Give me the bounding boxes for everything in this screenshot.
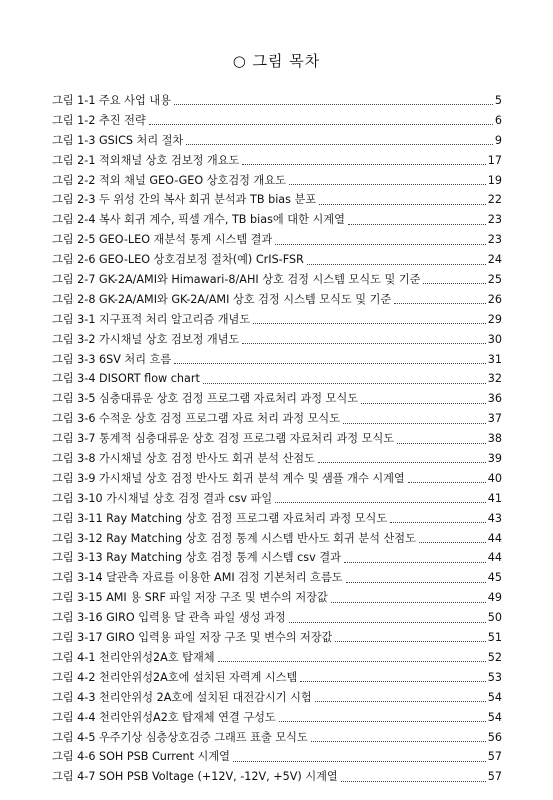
toc-dot-leader — [289, 622, 486, 623]
toc-entry[interactable] — [52, 132, 502, 152]
toc-dot-leader — [174, 363, 486, 364]
toc-dot-leader — [419, 542, 486, 543]
toc-entry-page-number: 26 — [487, 292, 502, 306]
toc-entry-page-number: 57 — [487, 770, 502, 784]
toc-entry-label: 그림 2-6 GEO-LEO 상호검보정 절차(예) CrIS-FSR — [52, 253, 304, 267]
toc-dot-leader — [307, 264, 486, 265]
toc-entry[interactable] — [52, 709, 502, 729]
toc-entry-page-number: 24 — [487, 253, 502, 267]
toc-entry[interactable] — [52, 152, 502, 172]
toc-entry-label: 그림 4-5 우주기상 심층상호검증 그래프 표출 모식도 — [52, 730, 308, 744]
toc-dot-leader — [408, 482, 486, 483]
toc-entry-label: 그림 2-4 복사 회귀 계수, 픽셀 개수, TB bias에 대한 시계열 — [52, 213, 345, 227]
toc-entry-label: 그림 3-10 가시채널 상호 검정 결과 csv 파일 — [52, 491, 273, 505]
toc-entry-label: 그림 3-1 지구표적 처리 알고리즘 개념도 — [52, 312, 251, 326]
toc-entry-page-number: 43 — [487, 511, 502, 525]
toc-dot-leader — [203, 383, 486, 384]
toc-entry-page-number: 22 — [487, 193, 502, 207]
toc-entry-label: 그림 3-16 GIRO 입력용 달 관측 파일 생성 과정 — [52, 611, 286, 625]
toc-dot-leader — [394, 303, 486, 304]
toc-dot-leader — [397, 443, 486, 444]
page-title: ○ 그림 목차 — [232, 52, 321, 70]
toc-entry[interactable] — [52, 112, 502, 132]
toc-entry-label: 그림 1-3 GSICS 처리 절차 — [52, 133, 184, 147]
toc-entry-page-number: 39 — [487, 452, 502, 466]
toc-entry-page-number: 6 — [494, 113, 502, 127]
toc-dot-leader — [275, 244, 485, 245]
toc-entry-page-number: 19 — [487, 173, 502, 187]
toc-entry-page-number: 40 — [487, 471, 502, 485]
toc-entry-label: 그림 1-1 주요 사업 내용 — [52, 94, 171, 107]
toc-dot-leader — [275, 502, 486, 503]
toc-entry-label: 그림 3-15 AMI 용 SRF 파일 저장 구조 및 변수의 저장값 — [52, 591, 328, 605]
toc-entry-page-number: 37 — [487, 412, 502, 426]
toc-dot-leader — [149, 124, 493, 125]
toc-dot-leader — [242, 164, 485, 165]
toc-dot-leader — [423, 283, 485, 284]
toc-entry-label: 그림 2-2 적외 채널 GEO-GEO 상호검정 개요도 — [52, 173, 286, 187]
toc-entry[interactable] — [52, 569, 502, 589]
toc-entry[interactable] — [52, 530, 502, 550]
toc-entry-label: 그림 3-13 Ray Matching 상호 검정 통계 시스템 csv 결과 — [52, 551, 341, 565]
toc-dot-leader — [344, 562, 486, 563]
toc-entry-page-number: 44 — [487, 551, 502, 565]
toc-entry-label: 그림 3-11 Ray Matching 상호 검정 프로그램 자료처리 과정 모식도 — [52, 511, 388, 525]
toc-dot-leader — [343, 423, 486, 424]
toc-entry[interactable] — [52, 768, 502, 788]
toc-entry[interactable] — [52, 271, 502, 291]
toc-entry-label: 그림 2-5 GEO-LEO 재분석 통계 시스템 결과 — [52, 233, 273, 247]
toc-entry[interactable] — [52, 748, 502, 768]
toc-entry-page-number: 49 — [487, 591, 502, 605]
toc-entry-page-number: 51 — [487, 631, 502, 645]
toc-entry-label: 그림 3-7 통계적 심층대류운 상호 검정 프로그램 자료처리 과정 모식도 — [52, 432, 395, 446]
toc-entry[interactable] — [52, 649, 502, 669]
toc-dot-leader — [242, 343, 485, 344]
toc-entry-label: 그림 2-8 GK-2A/AMI와 GK-2A/AMI 상호 검정 시스템 모식도 및 기준 — [52, 292, 392, 306]
toc-entry-page-number: 5 — [494, 94, 502, 107]
toc-dot-leader — [186, 144, 493, 145]
toc-dot-leader — [335, 641, 485, 642]
toc-dot-leader — [300, 681, 485, 682]
toc-entry[interactable] — [52, 390, 502, 410]
toc-entry[interactable] — [52, 370, 502, 390]
toc-entry-label: 그림 4-1 천리안위성2A호 탑재체 — [52, 650, 215, 664]
toc-entry[interactable] — [52, 172, 502, 192]
toc-entry-label: 그림 3-4 DISORT flow chart — [52, 372, 200, 386]
toc-dot-leader — [279, 721, 486, 722]
toc-dot-leader — [311, 741, 486, 742]
toc-entry-page-number: 41 — [487, 491, 502, 505]
toc-dot-leader — [289, 184, 486, 185]
toc-entry-page-number: 23 — [487, 213, 502, 227]
toc-entry[interactable] — [52, 311, 502, 331]
toc-entry-label: 그림 2-7 GK-2A/AMI와 Himawari-8/AHI 상호 검정 시스템 모식도 및 기준 — [52, 273, 421, 287]
toc-entry-label: 그림 4-6 SOH PSB Current 시계열 — [52, 750, 230, 764]
toc-entry[interactable] — [52, 211, 502, 231]
toc-entry-page-number: 30 — [487, 332, 502, 346]
toc-dot-leader — [318, 462, 486, 463]
toc-dot-leader — [174, 104, 493, 105]
toc-entry[interactable] — [52, 629, 502, 649]
toc-dot-leader — [346, 582, 486, 583]
toc-dot-leader — [361, 403, 486, 404]
toc-entry[interactable] — [52, 609, 502, 629]
toc-dot-leader — [348, 224, 486, 225]
toc-entry-label: 그림 3-12 Ray Matching 상호 검정 통계 시스템 반사도 회귀 분석 산점도 — [52, 531, 416, 545]
toc-dot-leader — [319, 204, 486, 205]
toc-entry[interactable] — [52, 589, 502, 609]
toc-entry-label: 그림 2-1 적외채널 상호 검보정 개요도 — [52, 153, 240, 167]
toc-entry[interactable] — [52, 410, 502, 430]
toc-entry-page-number: 31 — [487, 352, 502, 366]
toc-entry-page-number: 9 — [494, 133, 502, 147]
toc-entry-label: 그림 3-5 심층대류운 상호 검정 프로그램 자료처리 과정 모식도 — [52, 392, 359, 406]
toc-entry[interactable] — [52, 351, 502, 371]
toc-entry-page-number: 32 — [487, 372, 502, 386]
toc-entry[interactable] — [52, 291, 502, 311]
toc-entry-label: 그림 4-4 천리안위성A2호 탑재체 연결 구성도 — [52, 710, 276, 724]
toc-dot-leader — [253, 323, 486, 324]
toc-entry-label: 그림 3-17 GIRO 입력용 파일 저장 구조 및 변수의 저장값 — [52, 631, 333, 645]
toc-dot-leader — [390, 522, 486, 523]
toc-entry-page-number: 45 — [487, 571, 502, 585]
toc-entry[interactable] — [52, 510, 502, 530]
toc-entry[interactable] — [52, 549, 502, 569]
toc-entry[interactable] — [52, 729, 502, 749]
toc-entry[interactable] — [52, 450, 502, 470]
toc-entry[interactable] — [52, 669, 502, 689]
toc-dot-leader — [341, 781, 486, 782]
toc-entry-label: 그림 3-3 6SV 처리 흐름 — [52, 352, 172, 366]
toc-entry-label: 그림 3-14 달관측 자료를 이용한 AMI 검정 기본처리 흐름도 — [52, 571, 343, 585]
toc-dot-leader — [218, 661, 486, 662]
toc-entry[interactable] — [52, 251, 502, 271]
toc-entry-label: 그림 3-2 가시채널 상호 검보정 개념도 — [52, 332, 240, 346]
toc-entry[interactable] — [52, 191, 502, 211]
toc-entry-label: 그림 3-6 수적운 상호 검정 프로그램 자료 처리 과정 모식도 — [52, 412, 341, 426]
toc-entry[interactable] — [52, 490, 502, 510]
toc-entry-page-number: 36 — [487, 392, 502, 406]
toc-entry-page-number: 52 — [487, 650, 502, 664]
toc-entry-page-number: 17 — [487, 153, 502, 167]
toc-entry-label: 그림 3-9 가시채널 상호 검정 반사도 회귀 분석 계수 및 샘플 개수 시계열 — [52, 471, 405, 485]
toc-entry-label: 그림 2-3 두 위성 간의 복사 회귀 분석과 TB bias 분포 — [52, 193, 317, 207]
toc-entry-page-number: 23 — [487, 233, 502, 247]
toc-dot-leader — [315, 701, 486, 702]
toc-entry[interactable] — [52, 92, 502, 112]
toc-entry-page-number: 54 — [487, 690, 502, 704]
toc-entry[interactable] — [52, 231, 502, 251]
toc-entry-page-number: 56 — [487, 730, 502, 744]
toc-entry-label: 그림 4-2 천리안위성2A호에 설치된 자력계 시스템 — [52, 670, 298, 684]
toc-entry[interactable] — [52, 470, 502, 490]
toc-entry-label: 그림 4-3 천리안위성 2A호에 설치된 대전감시기 시험 — [52, 690, 312, 704]
toc-dot-leader — [233, 761, 486, 762]
toc-entry-page-number: 50 — [487, 611, 502, 625]
toc-entry[interactable] — [52, 331, 502, 351]
toc-entry-label: 그림 4-7 SOH PSB Voltage (+12V, -12V, +5V) 시계열 — [52, 770, 338, 784]
toc-dot-leader — [331, 602, 486, 603]
toc-entry-page-number: 57 — [487, 750, 502, 764]
toc-entry-page-number: 29 — [487, 312, 502, 326]
figure-list — [52, 92, 502, 788]
toc-entry-page-number: 53 — [487, 670, 502, 684]
toc-entry-page-number: 54 — [487, 710, 502, 724]
toc-entry[interactable] — [52, 430, 502, 450]
toc-entry-page-number: 44 — [487, 531, 502, 545]
toc-entry-label: 그림 1-2 추진 전략 — [52, 113, 146, 127]
toc-entry-label: 그림 3-8 가시채널 상호 검정 반사도 회귀 분석 산점도 — [52, 452, 315, 466]
toc-entry-page-number: 25 — [487, 273, 502, 287]
toc-entry[interactable] — [52, 689, 502, 709]
toc-entry-page-number: 38 — [487, 432, 502, 446]
